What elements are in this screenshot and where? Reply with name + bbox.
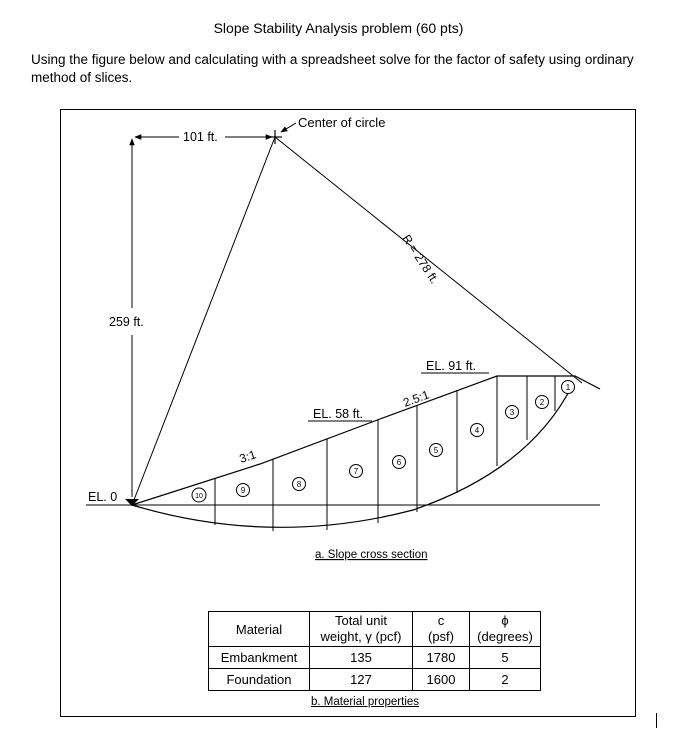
el-base-label: EL. 0: [88, 490, 118, 504]
slope-lower-label: 3:1: [237, 447, 258, 466]
slope-upper-label: 2.5:1: [401, 387, 432, 410]
height-label: 259 ft.: [109, 315, 144, 329]
cell-material: Embankment: [209, 647, 310, 669]
table-row: [209, 669, 541, 691]
slice-number-7: 7: [353, 467, 359, 476]
slice-markers: [192, 381, 575, 503]
material-properties-table: [208, 611, 541, 691]
header-unit-weight-line2: weight, γ (pcf): [320, 629, 402, 644]
el-top-label: EL. 91 ft.: [426, 359, 477, 373]
center-label: Center of circle: [298, 115, 386, 130]
center-leader-arrow: [281, 123, 296, 132]
header-friction-angle: [470, 612, 541, 647]
slice-number-2: 2: [539, 398, 545, 407]
cell-unit-weight: 135: [310, 647, 413, 669]
cell-friction-angle: 2: [470, 669, 541, 691]
slice-number-4: 4: [474, 426, 480, 435]
slope-surface: [132, 376, 600, 505]
table-header-row: [209, 612, 541, 647]
slice-number-3: 3: [509, 408, 515, 417]
header-c-line1: c: [437, 613, 445, 628]
text-cursor: [656, 713, 657, 728]
header-phi-line1: ϕ: [501, 613, 509, 628]
header-cohesion: [413, 612, 470, 647]
cell-cohesion: 1600: [413, 669, 470, 691]
slip-circle-arc: [132, 384, 573, 527]
caption-b: b. Material properties: [311, 696, 420, 708]
cell-cohesion: 1780: [413, 647, 470, 669]
slice-number-5: 5: [433, 446, 439, 455]
el-mid-label: EL. 58 ft.: [313, 407, 364, 421]
header-material: Material: [209, 612, 310, 647]
problem-title: Slope Stability Analysis problem (60 pts): [213, 20, 464, 36]
table-row: [209, 647, 541, 669]
header-phi-line2: (degrees): [477, 629, 533, 644]
caption-a: a. Slope cross section: [315, 549, 428, 561]
header-c-line2: (psf): [428, 629, 454, 644]
radius-label: R = 278 ft.: [399, 232, 442, 287]
cell-friction-angle: 5: [470, 647, 541, 669]
slice-boundaries: [215, 376, 555, 531]
problem-instructions: Using the figure below and calculating with a spreadsheet solve for the factor of safety using ordinary method of slices.: [31, 52, 634, 85]
slice-number-10: 10: [195, 493, 203, 500]
header-unit-weight-line1: Total unit: [334, 613, 388, 628]
slice-number-6: 6: [396, 458, 402, 467]
slice-number-1: 1: [565, 383, 571, 392]
header-unit-weight: [310, 612, 413, 647]
horizontal-distance-label: 101 ft.: [183, 130, 218, 144]
cell-unit-weight: 127: [310, 669, 413, 691]
slice-number-8: 8: [296, 480, 302, 489]
slice-number-9: 9: [240, 486, 246, 495]
cell-material: Foundation: [209, 669, 310, 691]
